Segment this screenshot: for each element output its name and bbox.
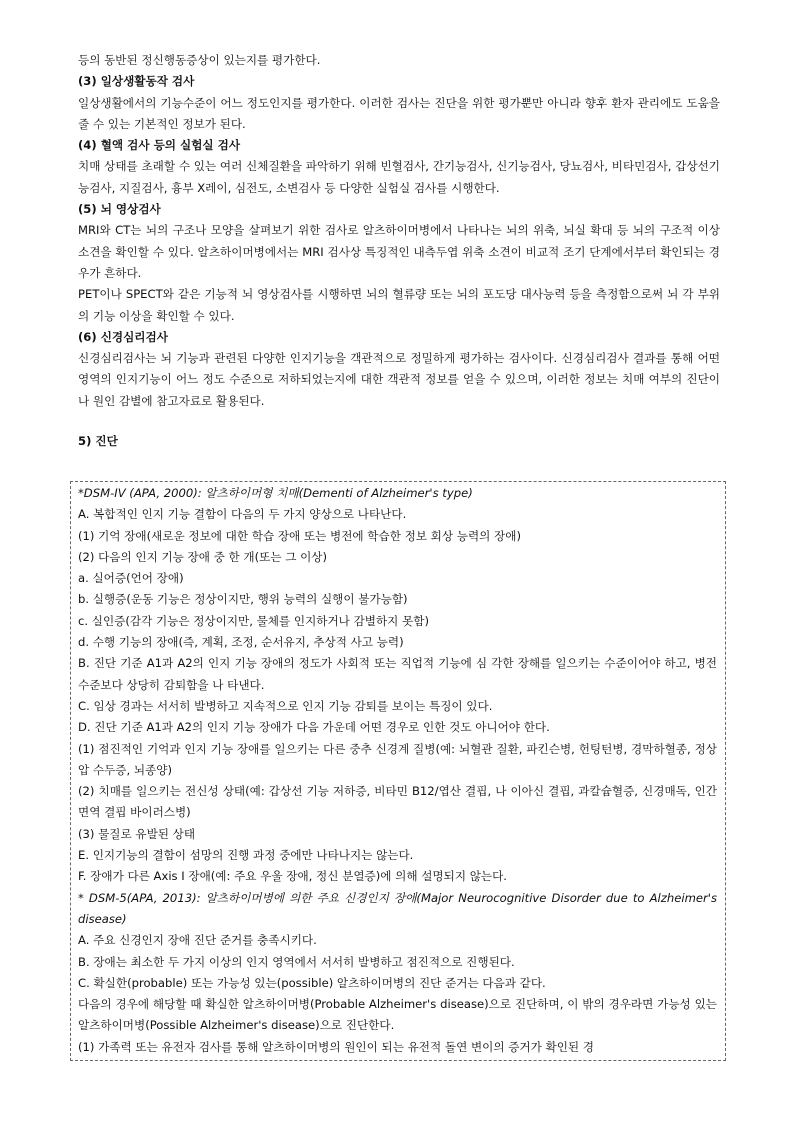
criteria-line: (1) 기억 장애(새로운 정보에 대한 학습 장애 또는 병전에 학습한 정보 회상 능력의 장애) bbox=[78, 528, 521, 543]
criteria-line: b. 실행증(운동 기능은 정상이지만, 행위 능력의 실행이 불가능함) bbox=[78, 592, 408, 607]
criteria-line: 다음의 경우에 해당할 때 확실한 알츠하이머병(Probable Alzheimer's disease)으로 진단하며, 이 밖의 경우라면 가능성 있는 알츠하이머병(Possible Alzheimer's disease)으로 진단한다. bbox=[78, 997, 717, 1033]
criteria-line: C. 임상 경과는 서서히 발병하고 지속적으로 인지 기능 감퇴를 보이는 특징이 있다. bbox=[78, 698, 493, 713]
criteria-line: (2) 치매를 일으키는 전신성 상태(예: 갑상선 기능 저하증, 비타민 B12/엽산 결핍, 나 이아신 결핍, 과칼슘혈증, 신경매독, 인간 면역 결핍 바이러스병) bbox=[78, 784, 717, 820]
criteria-line: (1) 가족력 또는 유전자 검사를 통해 알츠하이머병의 원인이 되는 유전적 돌연 변이의 증거가 확인된 경 bbox=[78, 1039, 595, 1054]
diagnosis-heading: 5) 진단 bbox=[78, 434, 118, 449]
section-4-body: 치매 상태를 초래할 수 있는 여러 신체질환을 파악하기 위해 빈혈검사, 간기능검사, 신기능검사, 당뇨검사, 비타민검사, 갑상선기능검사, 지질검사, 흉부 X레이, 심전도, 소변검사 등 다양한 실험실 검사를 시행한다. bbox=[78, 159, 720, 195]
criteria-line: F. 장애가 다른 Axis I 장애(예: 주요 우울 장애, 정신 분열증)에 의해 설명되지 않는다. bbox=[78, 869, 507, 884]
spacer bbox=[78, 412, 720, 431]
criteria-line: (2) 다음의 인지 기능 장애 중 한 개(또는 그 이상) bbox=[78, 549, 328, 564]
criteria-line: A. 복합적인 인지 기능 결함이 다음의 두 가지 양상으로 나타난다. bbox=[78, 507, 407, 522]
section-5-body-2: PET이나 SPECT와 같은 기능적 뇌 영상검사를 시행하면 뇌의 혈류량 또는 뇌의 포도당 대사능력 등을 측정함으로써 뇌 각 부위의 기능 이상을 확인할 수 있다. bbox=[78, 287, 720, 323]
document-page bbox=[78, 50, 720, 452]
criteria-line: (1) 점진적인 기억과 인지 기능 장애를 일으키는 다른 중추 신경계 질병(예: 뇌혈관 질환, 파킨슨병, 헌팅턴병, 경막하혈종, 정상압 수두증, 뇌종양) bbox=[78, 741, 717, 777]
criteria-line: B. 장애는 최소한 두 가지 이상의 인지 영역에서 서서히 발병하고 점진적으로 진행된다. bbox=[78, 954, 515, 969]
criteria-line: * DSM-5(APA, 2013): 알츠하이머병에 의한 주요 신경인지 장애(Major Neurocognitive Disorder due to Alzheimer's disease) bbox=[78, 890, 717, 926]
criteria-line: a. 실어증(언어 장애) bbox=[78, 571, 184, 586]
criteria-line: d. 수행 기능의 장애(즉, 계획, 조정, 순서유지, 추상적 사고 능력) bbox=[78, 635, 404, 650]
criteria-line: *DSM-IV (APA, 2000): 알츠하이머형 치매(Dementi of Alzheimer's type) bbox=[78, 486, 473, 500]
section-3-heading: (3) 일상생활동작 검사 bbox=[78, 74, 195, 89]
criteria-line: A. 주요 신경인지 장애 진단 준거를 충족시키다. bbox=[78, 933, 317, 948]
criteria-line: B. 진단 기준 A1과 A2의 인지 기능 장애의 정도가 사회적 또는 직업적 기능에 심 각한 장해를 일으키는 수준이어야 하고, 병전 수준보다 상당히 감퇴함을 나 타낸다. bbox=[78, 656, 717, 692]
section-5-body-1: MRI와 CT는 뇌의 구조나 모양을 살펴보기 위한 검사로 알츠하이머병에서 나타나는 뇌의 위축, 뇌실 확대 등 뇌의 구조적 이상 소견을 확인할 수 있다. 알츠하이머병에서는 MRI 검사상 특징적인 내측두엽 위축 소견이 비교적 조기 단계에서부터 확인되는 경우가 흔하다. bbox=[78, 223, 720, 280]
section-4-heading: (4) 혈액 검사 등의 실험실 검사 bbox=[78, 138, 241, 153]
criteria-line: D. 진단 기준 A1과 A2의 인지 기능 장애가 다음 가운데 어떤 경우로 인한 것도 아니어야 한다. bbox=[78, 720, 550, 735]
section-6-body: 신경심리검사는 뇌 기능과 관련된 다양한 인지기능을 객관적으로 정밀하게 평가하는 검사이다. 신경심리검사 결과를 통해 어떤 영역의 인지기능이 어느 정도 수준으로 저하되었는지에 대한 객관적 정보를 얻을 수 있으며, 이러한 정보는 치매 여부의 진단이나 원인 감별에 참고자료로 활용된다. bbox=[78, 351, 720, 408]
criteria-line: c. 실인증(감각 기능은 정상이지만, 물체를 인지하거나 감별하지 못함) bbox=[78, 613, 429, 628]
criteria-line: (3) 물질로 유발된 상태 bbox=[78, 826, 196, 841]
section-5-heading: (5) 뇌 영상검사 bbox=[78, 202, 161, 217]
intro-line: 등의 동반된 정신행동증상이 있는지를 평가한다. bbox=[78, 53, 321, 67]
section-3-body: 일상생활에서의 기능수준이 어느 정도인지를 평가한다. 이러한 검사는 진단을 위한 평가뿐만 아니라 향후 환자 관리에도 도움을 줄 수 있는 기본적인 정보가 된다. bbox=[78, 95, 720, 131]
criteria-line: E. 인지기능의 결함이 섬망의 진행 과정 중에만 나타나지는 않는다. bbox=[78, 848, 414, 863]
diagnostic-criteria-box bbox=[70, 481, 726, 1061]
section-6-heading: (6) 신경심리검사 bbox=[78, 329, 168, 344]
criteria-line: C. 확실한(probable) 또는 가능성 있는(possible) 알츠하이머병의 진단 준거는 다음과 같다. bbox=[78, 975, 546, 990]
